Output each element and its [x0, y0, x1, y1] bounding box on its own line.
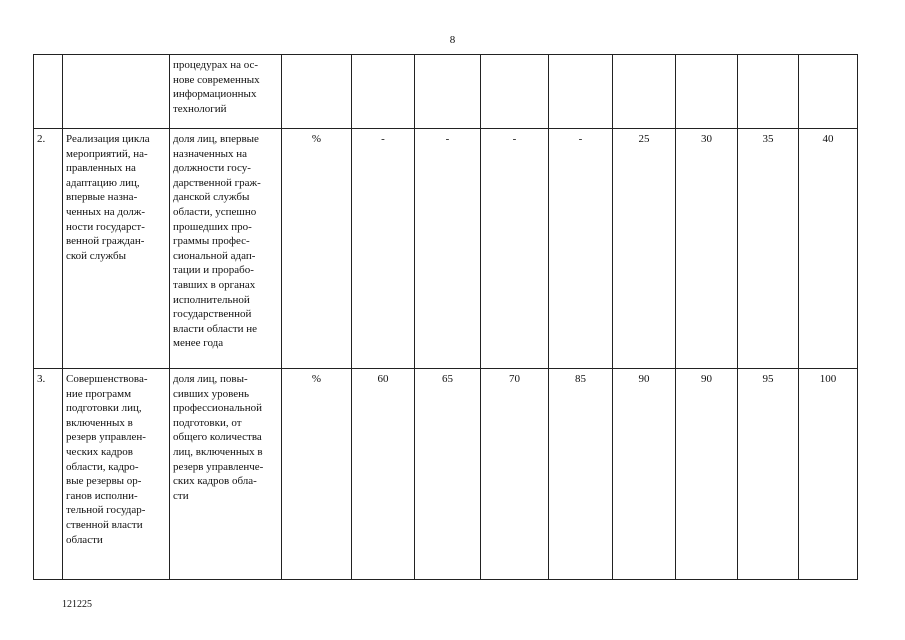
value-cell — [738, 55, 799, 129]
unit-text: % — [311, 133, 322, 145]
value-text: 35 — [762, 133, 774, 145]
value-text: 70 — [509, 373, 520, 385]
value-text: - — [381, 133, 385, 145]
row-number: 2. — [37, 133, 46, 145]
value-text: 90 — [701, 373, 712, 385]
value-cell — [676, 55, 738, 129]
activity-cell — [63, 55, 170, 129]
activity-text: Реализация цикла мероприятий, на- правленных на адаптацию лиц, впервые назна- ченных на долж- ности государст- венной граждан- ской службы — [66, 133, 150, 262]
unit-text: % — [311, 373, 322, 385]
value-cell — [613, 369, 676, 580]
value-cell — [799, 55, 858, 129]
value-cell — [738, 369, 799, 580]
value-cell — [549, 129, 613, 369]
value-cell — [415, 55, 481, 129]
activity-cell — [63, 129, 170, 369]
unit-cell — [282, 369, 352, 580]
value-cell — [415, 129, 481, 369]
table-row — [34, 369, 858, 580]
value-cell — [352, 129, 415, 369]
indicator-text: доля лиц, впервые назначенных на должности госу- дарственной граж- данской службы области, успешно прошедших про- граммы профес- сиональной адап- тации и прорабо- тавших в органах исполнительной государственной власти области не менее года — [173, 133, 261, 350]
value-cell — [549, 369, 613, 580]
value-cell — [676, 129, 738, 369]
value-cell — [415, 369, 481, 580]
value-cell — [481, 369, 549, 580]
row-number: 3. — [37, 373, 46, 385]
row-number-cell — [34, 369, 63, 580]
value-text: - — [445, 133, 450, 145]
value-text: 60 — [377, 373, 389, 385]
value-text: 65 — [442, 373, 453, 385]
activity-cell — [63, 369, 170, 580]
indicator-cell — [170, 129, 282, 369]
value-cell — [481, 55, 549, 129]
row-number-cell — [34, 129, 63, 369]
unit-cell — [282, 55, 352, 129]
row-number-cell — [34, 55, 63, 129]
value-cell — [352, 55, 415, 129]
table-row — [34, 129, 858, 369]
value-cell — [481, 129, 549, 369]
value-cell — [799, 369, 858, 580]
value-text: 85 — [575, 373, 586, 385]
value-cell — [613, 55, 676, 129]
value-text: - — [512, 133, 517, 145]
value-cell — [676, 369, 738, 580]
indicator-text: доля лиц, повы- сивших уровень профессиональной подготовки, от общего количества лиц, включенных в резерв управленче- ских кадров обла- сти — [173, 373, 264, 502]
unit-cell — [282, 129, 352, 369]
indicator-cell — [170, 55, 282, 129]
footer-code: 121225 — [62, 599, 92, 610]
value-text: - — [578, 133, 583, 145]
value-text: 100 — [819, 373, 837, 385]
table-row — [34, 55, 858, 129]
indicator-text: процедурах на ос- нове современных информационных технологий — [173, 59, 260, 115]
activity-text: Совершенствова- ние программ подготовки лиц, включенных в резерв управлен- ческих кадров области, кадро- вые резервы ор- ганов исполни- тельной государ- ственной власти области — [66, 373, 148, 546]
value-text: 90 — [638, 373, 650, 385]
indicator-cell — [170, 369, 282, 580]
value-cell — [738, 129, 799, 369]
value-cell — [799, 129, 858, 369]
value-text: 95 — [762, 373, 774, 385]
value-text: 30 — [701, 133, 712, 145]
value-cell — [352, 369, 415, 580]
value-text: 25 — [638, 133, 650, 145]
value-text: 40 — [822, 133, 834, 145]
indicators-table — [33, 54, 858, 580]
value-cell — [549, 55, 613, 129]
page-number: 8 — [449, 34, 456, 46]
value-cell — [613, 129, 676, 369]
